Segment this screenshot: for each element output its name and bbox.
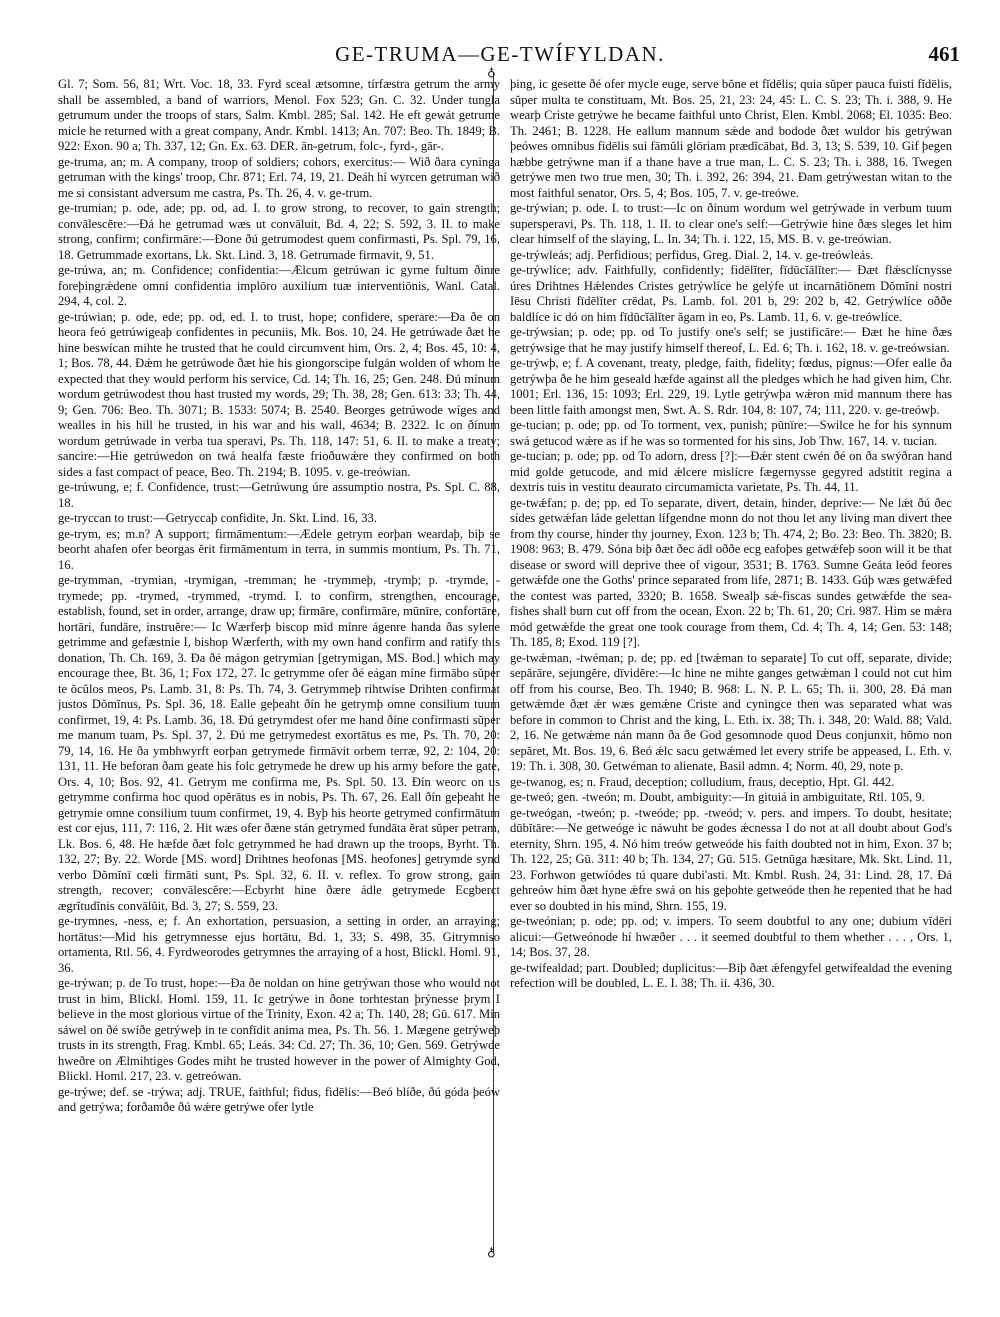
dictionary-entry: ge-twífealdad; part. Doubled; duplicitus:—Biþ ðæt ǽfengyfel getwífealdad the evening refection will be doubled, L. E. I. 38; Th. ii. 436, 30.: [510, 960, 952, 990]
dictionary-entry: ge-twanog, es; n. Fraud, deception; colludium, fraus, deceptio, Hpt. Gl. 442.: [510, 774, 895, 789]
dictionary-entry: ge-tweógan, -tweón; p. -tweóde; pp. -tweód; v. pers. and impers. To doubt, hesitate; dūbĭtāre:—Ne getweóge ic náwuht be godes ǽcnessa I do not at all doubt about God's eternity, Shrn. 195, 4. Nó him treów getweóde his faith doubted not in him, Exon. 37 b; Th. 122, 25; Gū. 311: 40 b; Th. 134, 27; Gū. 515. Getnūga hæsitare, Mk. Skt. Lind. 11, 23. Forhwon getwíódes tú quare dubi'asti. Mt. Kmbl. Rush. 24, 31: Lind. 28, 17. Ðá gehreów him ðæt hyne ǽfre swá on his geþohte getweóde then he repented that he had ever so doubted in his mind, Shrn. 155, 19.: [510, 805, 952, 913]
dictionary-entry: Gl. 7; Som. 56, 81; Wrt. Voc. 18, 33. Fyrd sceal ætsomne, tírfæstra getrum the army shall be assembled, a band of warriors, Menol. Fox 523; Gn. C. 32. Under tungla getrumum under the troops of stars, Salm. Kmbl. 285; Sal. 142. He eft gewát getrume micle he returned with a great company, Andr. Kmbl. 1413; An. 707: Beo. Th. 1849; B. 922: Exon. 90 a; Th. 337, 12; Gn. Ex. 63. DER. ān-getrum, folc-, fyrd-, gār-.: [58, 77, 500, 153]
dictionary-entry: ge-trýwþ, e; f. A covenant, treaty, pledge, faith, fidelity; fœdus, pignus:—Ofer ealle ða getrýwþa ðe he him geseald hæfde against all the pledges which he had given him, Chr. 1001; Erl. 136, 15: 1093; Erl. 229, 19. Lytle getrýwþa wǽron mid mannum there has been little faith amongst men, Swt. A. S. Rdr. 104, 8: 107, 74; 111, 220. v. ge-treówþ.: [510, 356, 952, 417]
dictionary-entry: ge-trýwan; p. de To trust, hope:—Ða ðe noldan on hine getrýwan those who would not trust in him, Blickl. Homl. 159, 11. Ic getrýwe in ðone torhtestan þrýnesse þrym I believe in the most glorious virtue of the Trinity, Exon. 42 a; Th. 140, 28; Gū. 617. Mín sáwel on ðé swíðe getrýweþ in te confīdit anima mea, Ps. Th. 56. 1. Mægene getrýweþ trusts in its strength, Frag. Kmbl. 65; Leás. 34: Cd. 27; Th. 36, 10; Gen. 569. Getrýwde hweðre on Ælmihtiges Godes miht he trusted however in the power of Almighty God, Blickl. Homl. 217, 23. v. getreówan.: [58, 976, 500, 1083]
dictionary-entry: ge-trýwlíce; adv. Faithfully, confidently; fidēlĭter, fīdūcĭālĭter:— Ðæt flǽsclícnysse úres Drihtnes Hǽlendes Cristes getrýwlíce he gelýfe ut incarnātiōnem Dŏmĭni nostri Iēsu Christi fīdēlĭter crēdat, Ps. Lamb. fol. 201 b, 29: 202 b, 42. Getrýwlíce oððe baldlíce ic dó on him fīdūcĭālĭter ăgam in eo, Ps. Lamb. 11, 6. v. ge-treówlíce.: [510, 263, 952, 324]
dictionary-entry: ge-trym, es; m.n? A support; firmāmentum:—Ædele getrym eorþan weardaþ, biþ se beorht ahafen ofer beorgas ĕrit firmāmentum in terra, in summis montium, Ps. Th. 71, 16.: [58, 526, 500, 572]
dictionary-entry: ge-trumian; p. ode, ade; pp. od, ad. I. to grow strong, to recover, to gain strength; convālescĕre:—Ðá he getrumad wæs ut convāluit, Bd. 4, 22; S. 592, 3. II. to make strong, confirm; confirmāre:—Ðone ðú getrumodest quem confirmasti, Ps. Spl. 79, 16, 18. Getrummade exortans, Lk. Skt. Lind. 3, 18. Getrumade firmavit, 9, 51.: [58, 201, 500, 262]
left-column: [58, 77, 500, 1282]
page-number: 461: [928, 42, 960, 66]
dictionary-entry: ge-tucian; p. ode; pp. od To torment, vex, punish; pūnīre:—Swilce he for his synnum swá getucod wǽre as if he was so tormented for his sins, Job Thw. 167, 14. v. tucian.: [510, 418, 952, 448]
dictionary-entry: ge-tryccan to trust:—Getryccaþ confidite, Jn. Skt. Lind. 16, 33.: [58, 511, 377, 525]
dictionary-entry: ge-truma, an; m. A company, troop of soldiers; cohors, exercitus:— Wið ðara cyninga getruman with the kings' troop, Chr. 871; Erl. 74, 19, 21. Deáh hí wyrcen getruman wið me si consistant adversum me castra, Ps. Th. 26, 4. v. ge-trum.: [58, 154, 500, 200]
dictionary-entry: ge-trymman, -trymian, -trymigan, -tremman; he -trymmeþ, -trymþ; p. -trymde, -trymede; pp. -trymed, -trymmed, -trymd. I. to confirm, strengthen, encourage, establish, found, set in order, arrange, draw up; firmāre, confirmāre, mūnīre, confortāre, hortāri, fundāre, instruĕre:— Ic Wærferþ biscop mid mínre ágenre handa ðas sylene getrimme and gefæstnie I, bishop Wærferth, with my own hand confirm and ratify this donation, Th. Ch. 169, 3. Ða ðé mágon getrymian [getrymigan, MS. Bod.] which may encourage thee, Bt. 36, 1; Fox 172, 27. Ic getrymme ofer ðé eágan míne firmābo sŭper te ŏcŭlos meos, Ps. Lamb. 31, 8: Ps. Th. 74, 3. Getrymmeþ rihtwíse Drihten confirmat justos Dŏmĭnus, Ps. Spl. 36, 18. Ealle geþeaht ðín he getrymþ omne consilium tuum confirmet, 19, 4: Ps. Lamb. 36, 18. Ðú getrymdest ofer me hand ðíne confirmasti sŭper me manum tuam, Ps. Spl. 37, 2. Ðú me getrymedest exortātus es me, Ps. Th. 70, 20: 79, 14, 16. He ða ymbhwyrft eorþan getrymede firmāvit orbem terræ, 92, 2: 104, 20: 131, 11. He beforan ðam geate his folc getrymede he drew up his army before the gate, Ors. 4, 10; Bos. 92, 41. Getrym me confirma me, Ps. Spl. 50. 13. Ðín weorc on us getrymme confirma hoc quod opĕrātus es in nobis, Ps. Th. 67, 26. Eall ðín geþeaht he getrymie omne consilium tuum confirmet, 19, 4. Byþ his heorte getrymed confirmātum est cor ejus, 111, 7: 116, 2. Hit wæs ofer ðæne stán getrymed fundāta ĕrat sŭper petram, Lk. Bos. 6, 48. He hæfde ðæt folc getrymmed he had drawn up the troops, Byrht. Th. 132, 27; By. 22. Worde [MS. word] Drihtnes heofonas [MS. heofones] getrymde synd verbo Dŏmĭnī cœli firmāti sunt, Ps. Spl. 32, 6. II. v. reflex. To grow strong, gain strength, recover; convālescĕre:—Ecbyrht hine ðære ádle getrymede Ecgberct ægrĭtudĭnis convālŭit, Bd. 3, 27; S. 559, 23.: [58, 573, 500, 913]
page-header: [0, 0, 1000, 70]
dictionary-entry: ge-twǽman, -twéman; p. de; pp. ed [twǽman to separate] To cut off, separate, divide; sepărāre, sejungĕre, dīvidĕre:—Ic hine ne mihte ganges getwǽman I could not cut him off from his course, Beo. Th. 1940; B. 968: L. N. P. L. 65; Th. ii. 300, 28. Ðá man getwǽmde ðæt ǽr wæs gemǽne Criste and cyningce then was separated what was before in common to Christ and the king, L. Eth. ix. 38; Th. i. 348, 20: Wald. 88; Vald. 2, 16. Ne getwǽme nán mann ða ðe God gesomnode quod Deus conjunxit, hŏmo non sepăret, Mt. Bos. 19, 6. Beó ǽlc sacu getwǽmed let every strife be appeased, L. Eth. v. 19: Th. i. 308, 30. Getwéman to alienate, Basil admn. 4; Norm. 40, 29, note p.: [510, 650, 952, 773]
ornament-top-icon: ♁: [487, 65, 496, 79]
dictionary-entry: ge-trúwung, e; f. Confidence, trust:—Getrúwung úre assumptio nostra, Ps. Spl. C. 88, 18.: [58, 480, 500, 510]
dictionary-entry: ge-tucian; p. ode; pp. od To adorn, dress [?]:—Ðǽr stent cwén ðé on ða swýðran hand mid golde getucode, and mid ǽlcere mislícre fægernysse gegyred adstitit regina a dextris tuis in vestitu deaurato circumamicta varietate, Ps. Th. 44, 11.: [510, 449, 952, 494]
dictionary-entry: þing, ic gesette ðé ofer mycle euge, serve bŏne et fĭdēlis; quia sŭper pauca fuisti fĭdēlis, sŭper multa te constituam, Mt. Bos. 25, 21, 23: 24, 45: L. C. S. 23; Th. i. 388, 9. He wearþ Criste getrýwe he became faithful unto Christ, Elen. Kmbl. 2068; El. 1035: Beo. Th. 2461; B. 1228. He eallum mannum sǽde and bodode ðæt wuldor his getrýwan þeówes omnibus fidēlis sui fāmŭli glōriam prædĭcābat, Bd. 3, 13; S. 539, 10. Gif þegen hæbbe getrýwne man if a thane have a true man, L. C. S. 23; Th. i. 388, 16. Twegen getrýwe men two true men, 30; Th. i. 392, 26: 394, 21. Ðam getrýwestan witan to the most faithful senator, Ors. 5, 4; Bos. 105, 7. v. ge-treówe.: [510, 77, 952, 200]
dictionary-entry: ge-twǽfan; p. de; pp. ed To separate, divert, detain, hinder, deprive:— Ne lǽt ðú ðec sídes getwǽfan láde gelettan lífgendne monn do not thou let any living man divert thee from thy course, hinder thy journey, Exon. 123 b; Th. 474, 2; Bo. 23: Beo. Th. 3820; B. 1908: 963; B. 479. Sóna biþ ðæt ðec ádl oððe ecg eafoþes getwǽfeþ soon will it be that disease or sword will deprive thee of vigour, 3531; B. 1763. Sumne Geáta leód feores getwǽfde one the Goths' prince separated from life, 2871; B. 1433. Gúþ wæs getwǽfed the contest was parted, 3320; B. 1658. Swealþ sǽ-fiscas sundes getwǽfde the sea-fishes shall burn cut off from the ocean, Exon. 22 b; Th. 61, 20; Cri. 987. Him se mǽra mód getwǽfde the great one took courage from them, Cd. 4; Th. 4, 14; Gen. 53: 148; Th. 185, 8; Exod. 119 [?].: [510, 495, 952, 649]
dictionary-entry: ge-trymnes, -ness, e; f. An exhortation, persuasion, a setting in order, an arraying; hortātus:—Mid his getrymnesse ejus hortātu, Bd. 1, 33; S. 498, 35. Gitrymniso ortamenta, Rtl. 56, 4. Fyrdweorodes getrymnes the arraying of a host, Blickl. Homl. 91, 36.: [58, 914, 500, 975]
dictionary-entry: ge-trýwsian; p. ode; pp. od To justify one's self; se justificāre:— Ðæt he hine ðæs getrýwsige that he may justify himself thereof, L. Ed. 6; Th. i. 162, 18. v. ge-treówsian.: [510, 325, 952, 355]
dictionary-entry: ge-trýwian; p. ode. I. to trust:—Ic on ðínum wordum wel getrýwade in verbum tuum supersperavi, Ps. Th. 118, 1. II. to clear one's self:—Getrýwie hine ðæs sleges let him clear himself of the slaying, L. In. 34; Th. i. 122, 15, MS. B. v. ge-treówian.: [510, 201, 952, 246]
dictionary-entry: ge-trýwe; def. se -trýwa; adj. TRUE, faithful; fidus, fidēlis:—Beó blíðe, ðú góda þeów and getrýwa; forðamðe ðú wǽre getrýwe ofer lytle: [58, 1084, 500, 1114]
dictionary-entry: ge-tweó; gen. -tweón; m. Doubt, ambiguity:—In gituiá in ambiguitate, Rtl. 105, 9.: [510, 790, 925, 804]
dictionary-entry: ge-trýwleás; adj. Perfidious; perfidus, Greg. Dial. 2, 14. v. ge-treówleás.: [510, 247, 874, 262]
right-column: [510, 77, 952, 1282]
dictionary-entry: ge-trúwa, an; m. Confidence; confidentia:—Ælcum getrúwan ic gyrne fultum ðinre foreþingrǽdene omni confidentia implōro auxilium tuæ interventiōnis, Wanl. Catal. 294, 4, col. 2.: [58, 263, 500, 308]
dictionary-entry: ge-tweónian; p. ode; pp. od; v. impers. To seem doubtful to any one; dubium vĭdēri alicui:—Getweónode hí hwæðer . . . it seemed doubtful to them whether . . . , Ors. 1, 14; Bos. 37, 28.: [510, 914, 952, 959]
ornament-bottom-icon: ♁: [487, 1245, 496, 1259]
running-title: GE-TRUMA—GE-TWÍFYLDAN.: [335, 42, 665, 66]
dictionary-entry: ge-trúwian; p. ode, ede; pp. od, ed. I. to trust, hope; confidere, sperare:—Ða ðe on heora feó getrúwigeaþ confidentes in pecuniis, Mk. Bos. 10, 24. He getrúwade ðæt he hine beswícan mihte he trusted that he could circumvent him, Ors. 2, 4; Bos. 45, 10: 4, 1; Bos. 78, 44. Ðǽm he getrúwode ðæt hie his giongorscipe fulgán wolden of whom he expected that they would perform his service, Cd. 14; Th. 16, 25; Gen. 248. Ðú mínum wordum getrúwodest thou hast trusted my words, 29; Th. 38, 28; Gen. 613: 33; Th. 44, 9; Gen. 706: Beo. Th. 3071; B. 1533: 5074; B. 2540. Beorges getrúwode wíges and wealles in his hill he trusted, in his war and his wall, 4634; B. 2322. Ic on ðínum wordum getrúwade in verba tua speravi, Ps. Th. 118, 147: 51, 6. II. to make a treaty; sancire:—Hie getrúwedon on twá healfa fæste frioðuwǽre they confirmed on both sides a fast compact of peace, Beo. Th. 2194; B. 1095. v. ge-treówian.: [58, 309, 500, 479]
